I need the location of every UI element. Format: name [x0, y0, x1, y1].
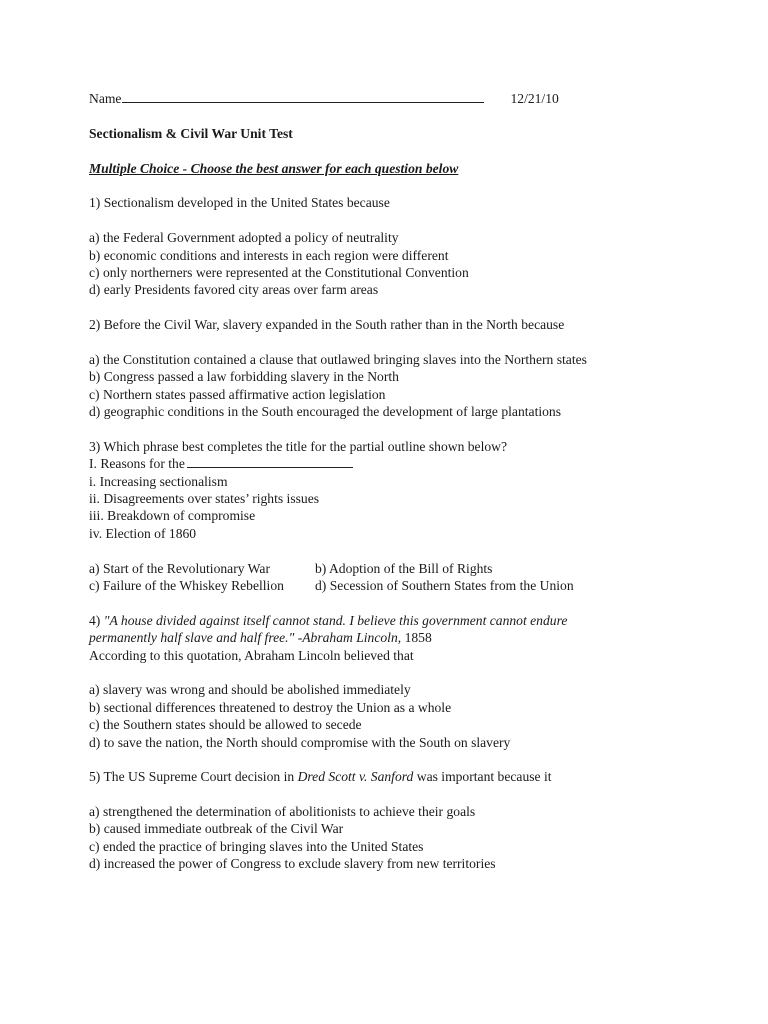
question-3: [89, 438, 749, 595]
question-5: [89, 768, 749, 872]
test-page: [89, 90, 749, 873]
question-stem: 2) Before the Civil War, slavery expanded in the South rather than in the North because: [89, 317, 565, 333]
stem-pre: 5) The US Supreme Court decision in: [89, 769, 295, 785]
question-stem: [89, 768, 749, 785]
test-date: 12/21/10: [510, 91, 559, 106]
name-label: Name: [89, 91, 122, 106]
outline-item: ii. Disagreements over states’ rights issues: [89, 491, 320, 506]
quote-year: 1858: [404, 630, 432, 646]
answer-c: c) only northerners were represented at the Constitutional Convention: [89, 264, 469, 280]
outline-title-row: [89, 455, 749, 472]
outline-item: i. Increasing sectionalism: [89, 473, 228, 489]
outline-item: iv. Election of 1860: [89, 525, 197, 541]
outline-item: iii. Breakdown of compromise: [89, 508, 256, 524]
question-2: [89, 316, 749, 420]
question-stem: According to this quotation, Abraham Lincoln believed that: [89, 647, 414, 663]
answer-b: b) economic conditions and interests in each region were different: [89, 247, 449, 263]
outline-blank: [187, 455, 353, 468]
answer-d: d) Secession of Southern States from the Union: [315, 577, 574, 593]
question-stem: 1) Sectionalism developed in the United States because: [89, 195, 390, 211]
name-blank: [122, 90, 484, 103]
answer-a: a) the Federal Government adopted a policy of neutrality: [89, 230, 399, 246]
header-row: [89, 90, 749, 107]
answer-a: a) strengthened the determination of abolitionists to achieve their goals: [89, 804, 476, 820]
quote-line-1: [89, 612, 749, 629]
answer-d: d) early Presidents favored city areas over farm areas: [89, 282, 379, 298]
question-4: [89, 612, 749, 751]
lincoln-quote-2: permanently half slave and half free." -Abraham Lincoln,: [89, 630, 402, 646]
answer-d: d) geographic conditions in the South encouraged the development of large plantations: [89, 404, 562, 420]
answer-a: a) Start of the Revolutionary War: [89, 560, 270, 576]
question-number: 4): [89, 612, 101, 628]
answer-c: c) the Southern states should be allowed to secede: [89, 717, 362, 733]
answer-a: a) the Constitution contained a clause that outlawed bringing slaves into the Northern states: [89, 351, 587, 367]
outline-title: I. Reasons for the: [89, 456, 185, 472]
answer-c: c) Northern states passed affirmative action legislation: [89, 386, 386, 402]
answer-b: b) Adoption of the Bill of Rights: [315, 560, 493, 576]
answer-row-1: [89, 560, 749, 577]
answer-d: d) increased the power of Congress to exclude slavery from new territories: [89, 856, 496, 872]
lincoln-quote-1: "A house divided against itself cannot stand. I believe this government cannot endure: [103, 612, 568, 628]
answer-c: c) Failure of the Whiskey Rebellion: [89, 577, 284, 593]
answer-b: b) sectional differences threatened to destroy the Union as a whole: [89, 699, 452, 715]
test-title: Sectionalism & Civil War Unit Test: [89, 125, 293, 141]
answer-b: b) caused immediate outbreak of the Civil War: [89, 821, 344, 837]
answer-row-2: [89, 577, 749, 594]
answer-d: d) to save the nation, the North should compromise with the South on slavery: [89, 734, 511, 750]
answer-b: b) Congress passed a law forbidding slavery in the North: [89, 369, 399, 385]
case-name: Dred Scott v. Sanford: [297, 769, 414, 785]
answer-a: a) slavery was wrong and should be abolished immediately: [89, 682, 411, 698]
stem-post: was important because it: [416, 769, 552, 785]
quote-line-2: [89, 629, 749, 646]
question-stem: 3) Which phrase best completes the title for the partial outline shown below?: [89, 438, 508, 454]
question-1: [89, 194, 749, 298]
answer-c: c) ended the practice of bringing slaves into the United States: [89, 838, 424, 854]
section-title: Multiple Choice - Choose the best answer for each question below: [89, 160, 459, 176]
